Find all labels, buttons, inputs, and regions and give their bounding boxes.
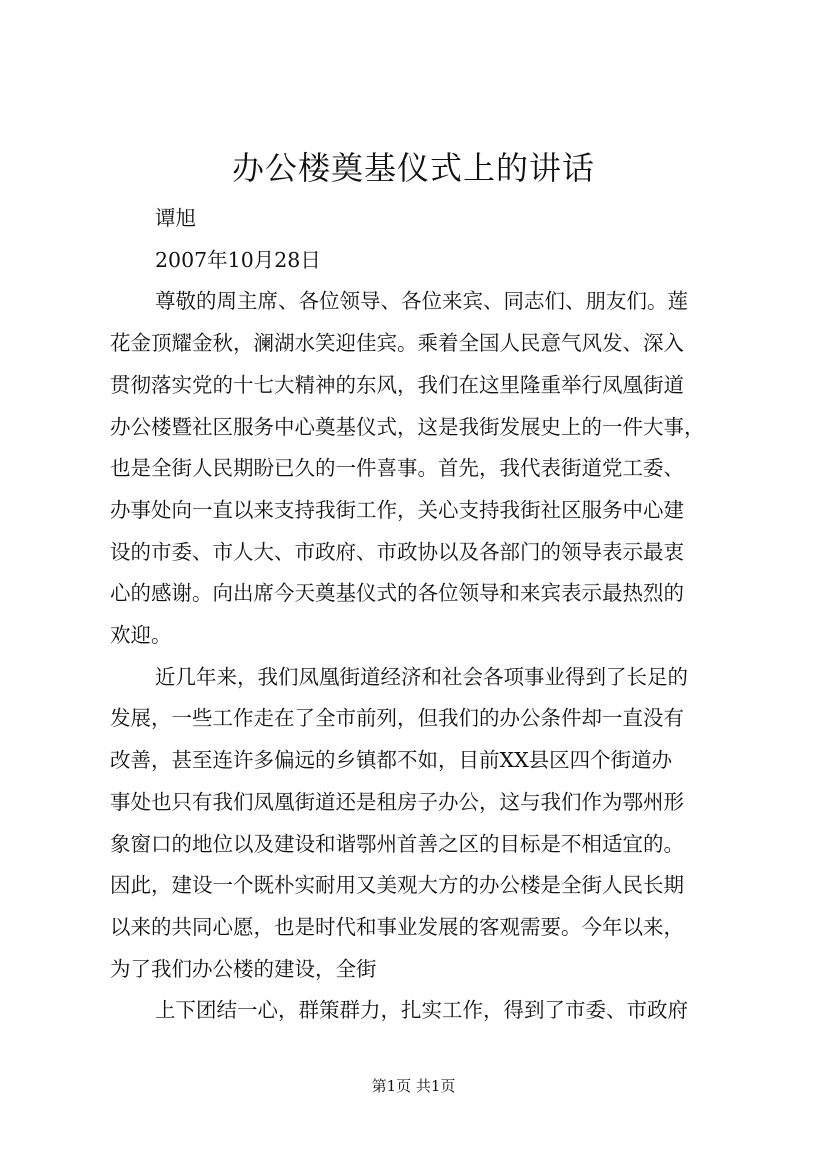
author-line: 谭旭	[155, 206, 196, 230]
body-line: 办事处向一直以来支持我街工作，关心支持我街社区服务中心建	[110, 497, 684, 522]
body-line: 贯彻落实党的十七大精神的东风，我们在这里隆重举行凤凰街道	[110, 372, 684, 397]
body-line: 尊敬的周主席、各位领导、各位来宾、同志们、朋友们。莲	[155, 289, 688, 314]
body-line: 设的市委、市人大、市政府、市政协以及各部门的领导表示最衷	[110, 539, 684, 564]
body-line: 花金顶耀金秋，澜湖水笑迎佳宾。乘着全国人民意气风发、深入	[110, 331, 684, 356]
body-line: 事处也只有我们凤凰街道还是租房子办公，这与我们作为鄂州形	[110, 789, 684, 814]
body-line: 因此，建设一个既朴实耐用又美观大方的办公楼是全街人民长期	[110, 873, 684, 898]
body-line: 改善，甚至连许多偏远的乡镇都不如，目前XX县区四个街道办	[110, 748, 673, 773]
body-line: 象窗口的地位以及建设和谐鄂州首善之区的目标是不相适宜的。	[110, 831, 684, 856]
document-title: 办公楼奠基仪式上的讲话	[231, 149, 595, 187]
date-line: 2007年10月28日	[155, 247, 321, 272]
body-line: 近几年来，我们凤凰街道经济和社会各项事业得到了长足的	[155, 664, 688, 689]
page-footer: 第1页 共1页	[371, 1077, 456, 1095]
body-line: 以来的共同心愿，也是时代和事业发展的客观需要。今年以来，	[110, 914, 684, 939]
body-line: 心的感谢。向出席今天奠基仪式的各位领导和来宾表示最热烈的	[110, 581, 684, 606]
body-line: 也是全街人民期盼已久的一件喜事。首先，我代表街道党工委、	[110, 456, 684, 481]
body-line: 欢迎。	[110, 623, 172, 648]
body-line: 上下团结一心，群策群力，扎实工作，得到了市委、市政府	[155, 998, 688, 1023]
body-line: 发展，一些工作走在了全市前列，但我们的办公条件却一直没有	[110, 706, 684, 731]
document-body	[110, 198, 740, 1032]
body-line: 为了我们办公楼的建设，全街	[110, 956, 377, 981]
body-line: 办公楼暨社区服务中心奠基仪式，这是我街发展史上的一件大事，	[110, 414, 705, 439]
